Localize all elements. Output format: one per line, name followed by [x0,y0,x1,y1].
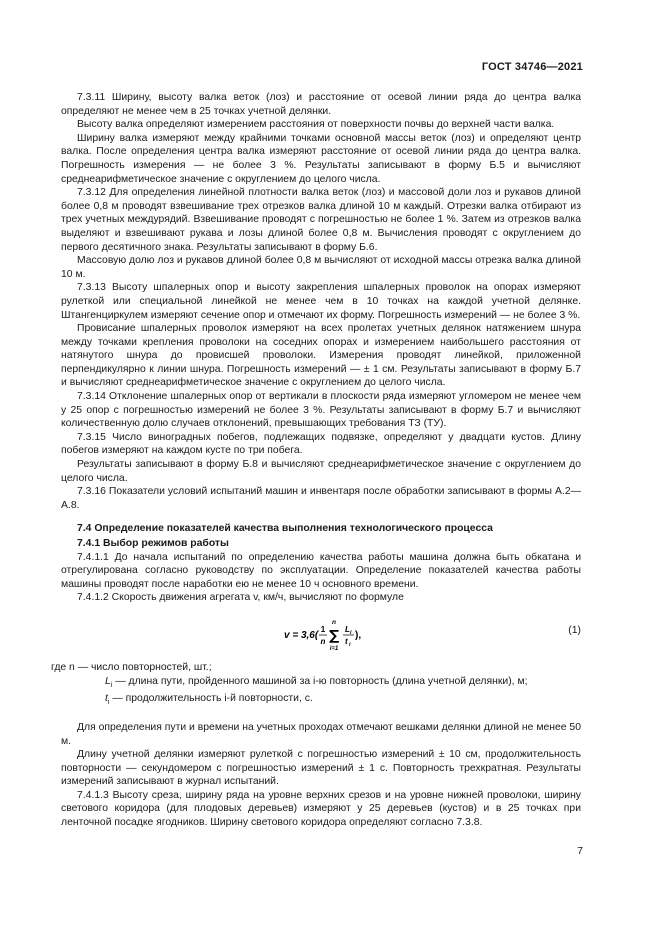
paragraph: Высоту валка определяют измерением расстояния от поверхности почвы до верхней части валка. [77,119,555,131]
paragraph: Провисание шпалерных проволок измеряют на всех пролетах учетных делянок натяжением шнура между точками крепления проволоки на соседних опорах и измерением наибольшего расстояния от натянутого шнура до провисшей проволоки. Измерения проводят линейкой, приложенной перпендикулярно к линии шнура. Погрешность измерений — ± 1 см. Результаты записывают в форму Б.7 и вычисляют среднеарифметическое значение с округлением до целого числа. [61,323,581,389]
document-body [51,91,581,830]
formula-intro: 7.4.1.2 Скорость движения агрегата v, км/ч, вычисляют по формуле [77,592,404,604]
legend-t-symbol: t [105,693,108,705]
formula-legend [51,661,581,710]
sum-upper-limit: n [332,618,336,626]
paragraph: 7.3.11 Ширину, высоту валка веток (лоз) и расстояние от осевой линии ряда до центра валка определяют не менее чем в 25 точках учетной делянки. [61,92,581,117]
legend-L-text: — длина пути, пройденного машиной за i-ю повторность (длина учетной делянки), м; [112,675,528,687]
paragraph: 7.3.13 Высоту шпалерных опор и высоту закрепления шпалерных проволок на опорах измеряют рулеткой или специальной линейкой не менее чем в 10 точках на каждой учетной делянке. Штангенциркулем измеряют сечение опор и отмечают их форму. Погрешность измерений — не более 3 %. [61,282,581,321]
paragraph: 7.3.12 Для определения линейной плотности валка веток (лоз) и массовой доли лоз и рукавов длиной более 0,8 м проводят взвешивание трех отрезков валка длиной 10 м каждый. Отрезки валка отбирают из трех учетных междурядий. Взвешивание проводят с погрешностью не более 1 %. Затем из отрезков валка выделяют и взвешивают рукава и лозы длиной более 0,8 м. Вычисления проводят с округлением до первого десятичного знака. Результаты записывают в форму Б.6. [61,187,581,253]
formula-graphic [284,615,374,655]
section-heading: 7.4 Определение показателей качества выполнения технологического процесса [77,523,493,535]
term-num: L [345,624,350,634]
legend-t-text: — продолжительность i-й повторности, с. [109,693,313,705]
paragraph: Массовую долю лоз и рукавов длиной более 0,8 м вычисляют от исходной массы отрезка валка длиной 10 м. [61,255,581,280]
sum-sign: ∑ [328,627,340,644]
legend-t-sub: i [107,699,110,707]
formula-frac-num: 1 [320,624,326,634]
velocity-formula [284,615,374,655]
paragraph: Результаты записывают в форму Б.8 и вычисляют среднеарифметическое значение с округлением до целого числа. [61,459,581,484]
formula-block [61,613,581,659]
subsection-heading: 7.4.1 Выбор режимов работы [77,538,229,549]
page-number: 7 [577,846,583,857]
term-num-sub: i [350,629,352,636]
legend-L-symbol: L [105,675,111,687]
paragraph: 7.4.1.1 До начала испытаний по определению качества работы машина должна быть обкатана и отрегулирована согласно руководству по эксплуатации. Определение показателей качества работы машины проводят после наработки ею не менее 10 ч основного времени. [61,551,581,590]
formula-rhs: ), [355,629,362,641]
legend-n: где n — число повторностей, шт.; [51,661,212,673]
paragraph: 7.3.14 Отклонение шпалерных опор от вертикали в плоскости ряда измеряют угломером не менее чем у 25 опор с погрешностью измерений не более 3 %. Результаты записывают в форму Б.7 и вычисляют количественную долю случаев отклонений, превышающих требования ТЗ (ТУ). [61,391,581,430]
paragraph: Ширину валка измеряют между крайними точками основной массы веток (лоз) и определяют центр валка. После определения центра валка измеряют расстояние от осевой линии ряда до центра валка. Погрешность измерения — не более 3 %. Результаты записывают в форму Б.5 и вычисляют среднеарифметическое значение с округлением до целого числа. [61,132,581,185]
document-code: ГОСТ 34746—2021 [481,61,583,73]
formula-frac-den: n [320,636,326,646]
sum-lower-limit: i=1 [329,645,339,652]
legend-t [61,692,581,710]
paragraph: 7.4.1.3 Высоту среза, ширину ряда на уровне верхних срезов и на уровне нижней проволоки, ширину светового коридора (для плодовых деревьев) измеряют у 25 деревьев (кустов) и в 25 точках при ленточной посадке ягодников. Ширину светового коридора определяют согласно 7.3.8. [61,789,581,829]
legend-L [61,675,581,693]
equation-number: (1) [568,624,581,636]
paragraph: Для определения пути и времени на учетных проходах отмечают вешками делянки длиной не менее 50 м. [61,721,581,747]
term-den: t [345,636,348,646]
paragraph: 7.3.16 Показатели условий испытаний машин и инвентаря после обработки записывают в формы А.2—А.8. [61,486,581,511]
term-den-sub: i [349,641,351,648]
paragraph: Длину учетной делянки измеряют рулеткой с погрешностью измерений ± 10 см, продолжительность повторности — секундомером с погрешностью измерений ± 1 с. Повторность трехкратная. Результаты измерений записывают в журнал испытаний. [61,749,581,788]
formula-lhs: v = 3,6( [284,629,319,641]
legend-L-sub: i [110,681,113,689]
paragraph: 7.3.15 Число виноградных побегов, подлежащих подвязке, определяют у двадцати кустов. Длину побегов измеряют на каждом кусте по три побега. [61,431,581,457]
